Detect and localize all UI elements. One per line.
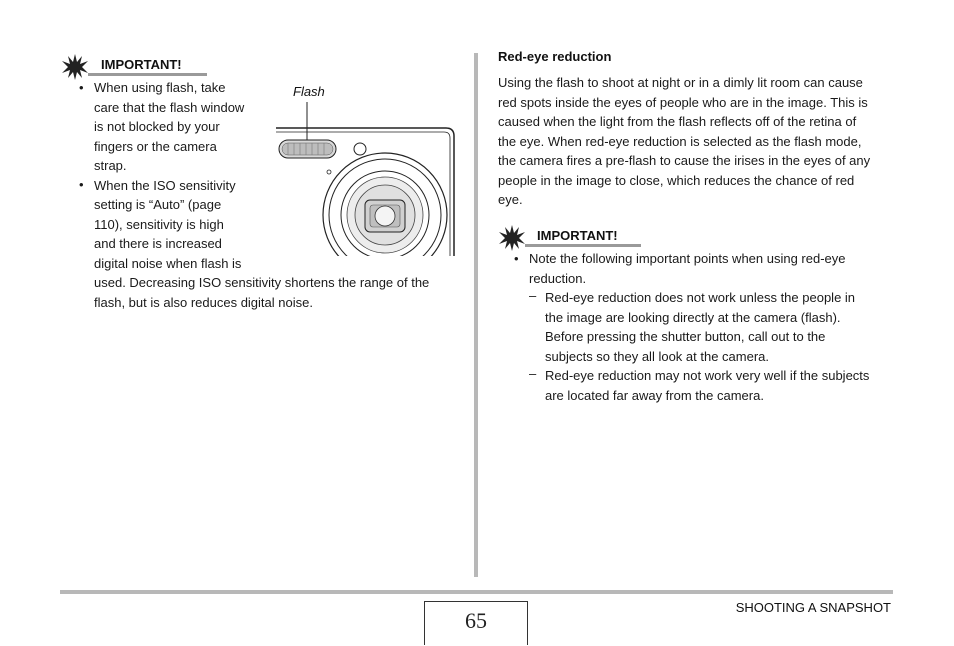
text-line: eye.: [498, 192, 523, 207]
bullet-marker: •: [79, 177, 84, 192]
text-line: Red-eye reduction does not work unless the people in: [545, 290, 856, 305]
burst-icon: [499, 225, 525, 251]
page-number-box: [424, 601, 528, 645]
flash-window: [279, 140, 336, 158]
burst-icon: [62, 54, 88, 80]
text-line: used. Decreasing ISO sensitivity shortens the range of the: [94, 275, 430, 290]
important-notice-left: [62, 54, 207, 80]
text-line: Note the following important points when using red-eye: [529, 251, 846, 266]
text-line: strap.: [94, 158, 127, 173]
text-line: reduction.: [529, 270, 587, 286]
text-line: red spots inside the eyes of people who are in the image. This is: [498, 94, 868, 110]
section-title: SHOOTING A SNAPSHOT: [735, 600, 891, 615]
text-line: people in the image to close, which reduces the chance of red: [498, 172, 855, 188]
important-underline: [525, 244, 641, 247]
text-line: 110), sensitivity is high: [94, 216, 224, 232]
lens: [323, 153, 447, 256]
dash-marker: –: [529, 366, 537, 381]
footer-rule: [60, 590, 893, 594]
text-line: flash, but is also reduces digital noise.: [94, 294, 313, 310]
text-line: the eye. When red-eye reduction is selected as the flash mode,: [498, 133, 862, 149]
text-line: When using flash, take: [94, 80, 226, 95]
text-line: care that the flash window: [94, 99, 245, 115]
text-line: Red-eye reduction may not work very well if the subjects: [545, 368, 870, 383]
text-line: the image are looking directly at the camera (flash).: [545, 309, 841, 325]
bullet-marker: •: [79, 80, 84, 95]
camera-illustration: [270, 100, 460, 256]
dash-marker: –: [529, 288, 537, 303]
text-line: digital noise when flash is: [94, 255, 242, 271]
text-line: the camera fires a pre-flash to cause the irises in the eyes of any: [498, 153, 871, 168]
red-eye-heading: Red-eye reduction: [498, 49, 612, 64]
text-line: setting is “Auto” (page: [94, 197, 222, 212]
page-number: 65: [465, 608, 487, 633]
important-label: IMPORTANT!: [101, 57, 182, 72]
column-divider: [474, 53, 478, 577]
bullet-marker: •: [514, 251, 519, 266]
important-label: IMPORTANT!: [537, 228, 618, 243]
text-line: are located far away from the camera.: [545, 387, 764, 403]
flash-label: Flash: [293, 84, 325, 99]
text-line: When the ISO sensitivity: [94, 177, 236, 193]
important-notice-right: [499, 225, 641, 251]
text-line: caused when the light from the flash reflects off of the retina of: [498, 114, 857, 129]
important-underline: [88, 73, 207, 76]
text-line: Before pressing the shutter button, call out to the: [545, 329, 826, 344]
text-line: fingers or the camera: [94, 138, 217, 154]
text-line: is not blocked by your: [94, 119, 220, 134]
text-line: subjects so they all look at the camera.: [545, 348, 770, 364]
text-line: and there is increased: [94, 236, 222, 251]
text-line: Using the flash to shoot at night or in a dimly lit room can cause: [498, 75, 863, 90]
